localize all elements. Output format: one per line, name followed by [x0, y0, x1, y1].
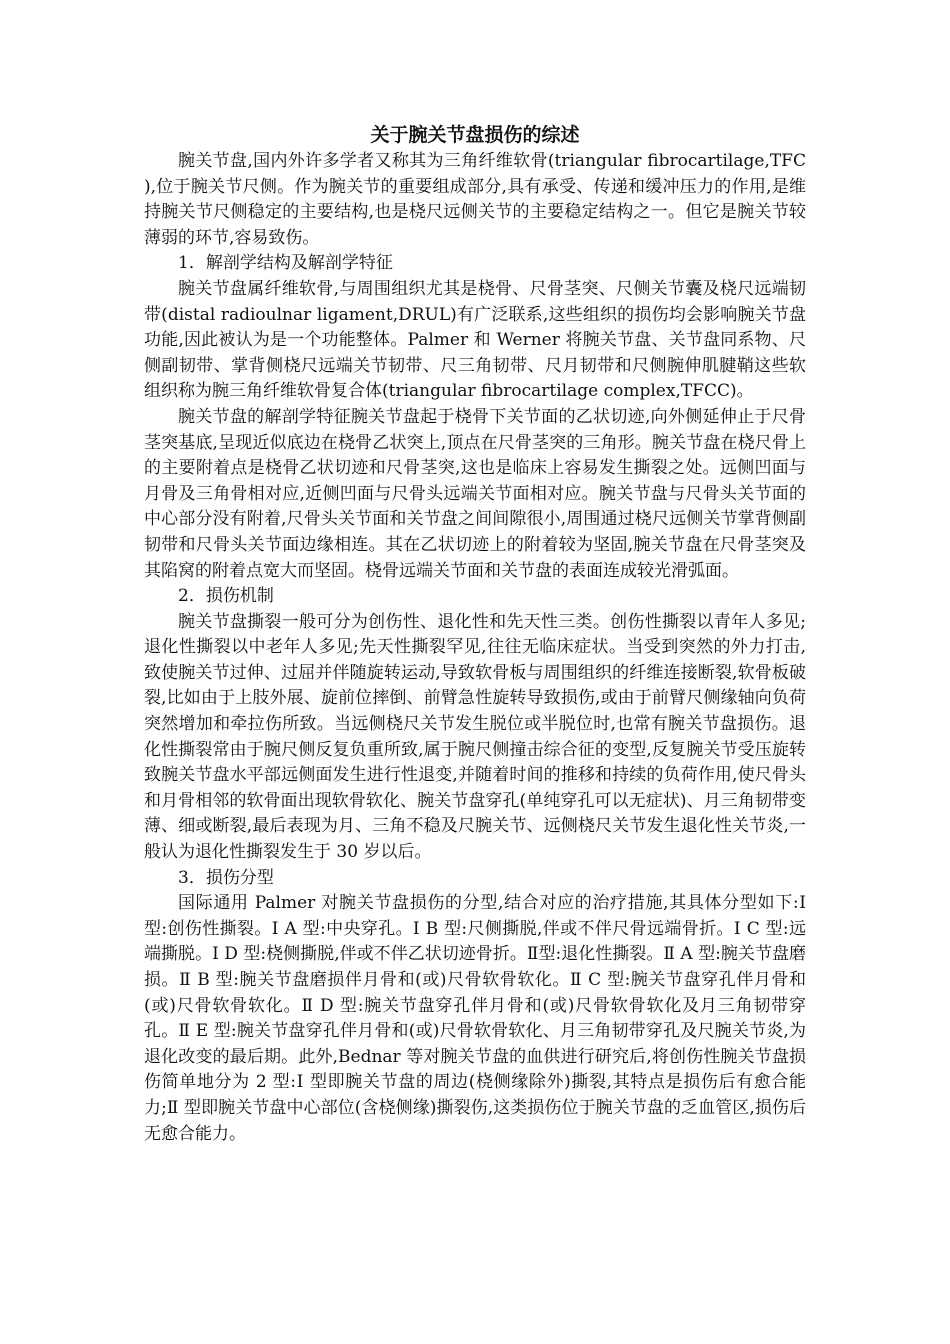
section-heading-classification: 3．损伤分型: [178, 867, 274, 888]
anatomy-paragraph-1: 腕关节盘属纤维软骨,与周围组织尤其是桡骨、尺骨茎突、尺侧关节囊及桡尺远端韧带(distal radioulnar ligament,DRUL)有广泛联系,这些组织的损伤均会影响腕关节盘功能,因此被认为是一个功能整体。Palmer 和 Werner 将腕关节盘、关节盘同系物、尺侧副韧带、掌背侧桡尺远端关节韧带、尺三角韧带、尺月韧带和尺侧腕伸肌腱鞘这些软组织称为腕三角纤维软骨复合体(triangular fibrocartilage complex,TFCC)。: [144, 278, 806, 402]
document-title: 关于腕关节盘损伤的综述: [370, 124, 580, 146]
section-heading-anatomy: 1．解剖学结构及解剖学特征: [178, 253, 393, 274]
anatomy-paragraph-2: 腕关节盘的解剖学特征腕关节盘起于桡骨下关节面的乙状切迹,向外侧延伸止于尺骨茎突基底,呈现近似底边在桡骨乙状突上,顶点在尺骨茎突的三角形。腕关节盘在桡尺骨上的主要附着点是桡骨乙状切迹和尺骨茎突,这也是临床上容易发生撕裂之处。远侧凹面与月骨及三角骨相对应,近侧凹面与尺骨头远端关节面相对应。腕关节盘与尺骨头关节面的中心部分没有附着,尺骨头关节面和关节盘之间间隙很小,周围通过桡尺远侧关节掌背侧副韧带和尺骨头关节面边缘相连。其在乙状切迹上的附着较为坚固,腕关节盘在尺骨茎突及其陷窝的附着点宽大而坚固。桡骨远端关节面和关节盘的表面连成较光滑弧面。: [144, 406, 806, 581]
classification-paragraph: 国际通用 Palmer 对腕关节盘损伤的分型,结合对应的治疗措施,其具体分型如下:Ⅰ 型:创伤性撕裂。Ⅰ A 型:中央穿孔。Ⅰ B 型:尺侧撕脱,伴或不伴尺骨远端骨折。Ⅰ C 型:远端撕脱。Ⅰ D 型:桡侧撕脱,伴或不伴乙状切迹骨折。Ⅱ型:退化性撕裂。Ⅱ A 型:腕关节盘磨损。Ⅱ B 型:腕关节盘磨损伴月骨和(或)尺骨软骨软化。Ⅱ C 型:腕关节盘穿孔伴月骨和(或)尺骨软骨软化。Ⅱ D 型:腕关节盘穿孔伴月骨和(或)尺骨软骨软化及月三角韧带穿孔。Ⅱ E 型:腕关节盘穿孔伴月骨和(或)尺骨软骨软化、月三角韧带穿孔及尺腕关节炎,为退化改变的最后期。此外,Bednar 等对腕关节盘的血供进行研究后,将创伤性腕关节盘损伤简单地分为 2 型:Ⅰ 型即腕关节盘的周边(桡侧缘除外)撕裂,其特点是损伤后有愈合能力;Ⅱ 型即腕关节盘中心部位(含桡侧缘)撕裂伤,这类损伤位于腕关节盘的乏血管区,损伤后无愈合能力。: [144, 893, 806, 1144]
document-body: [144, 121, 806, 1147]
intro-paragraph: 腕关节盘,国内外许多学者又称其为三角纤维软骨(triangular fibrocartilage,TFC ),位于腕关节尺侧。作为腕关节的重要组成部分,具有承受、传递和缓冲压力的作用,是维持腕关节尺侧稳定的主要结构,也是桡尺远侧关节的主要稳定结构之一。但它是腕关节较薄弱的环节,容易致伤。: [144, 151, 806, 248]
section-heading-mechanism: 2．损伤机制: [178, 586, 274, 607]
mechanism-paragraph: 腕关节盘撕裂一般可分为创伤性、退化性和先天性三类。创伤性撕裂以青年人多见;退化性撕裂以中老年人多见;先天性撕裂罕见,往往无临床症状。当受到突然的外力打击,致使腕关节过伸、过屈并伴随旋转运动,导致软骨板与周围组织的纤维连接断裂,软骨板破裂,比如由于上肢外展、旋前位摔倒、前臂急性旋转导致损伤,或由于前臂尺侧缘轴向负荷突然增加和牵拉伤所致。当远侧桡尺关节发生脱位或半脱位时,也常有腕关节盘损伤。退化性撕裂常由于腕尺侧反复负重所致,属于腕尺侧撞击综合征的变型,反复腕关节受压旋转致腕关节盘水平部远侧面发生进行性退变,并随着时间的推移和持续的负荷作用,使尺骨头和月骨相邻的软骨面出现软骨软化、腕关节盘穿孔(单纯穿孔可以无症状)、月三角韧带变薄、细或断裂,最后表现为月、三角不稳及尺腕关节、远侧桡尺关节发生退化性关节炎,一般认为退化性撕裂发生于 30 岁以后。: [144, 611, 806, 863]
